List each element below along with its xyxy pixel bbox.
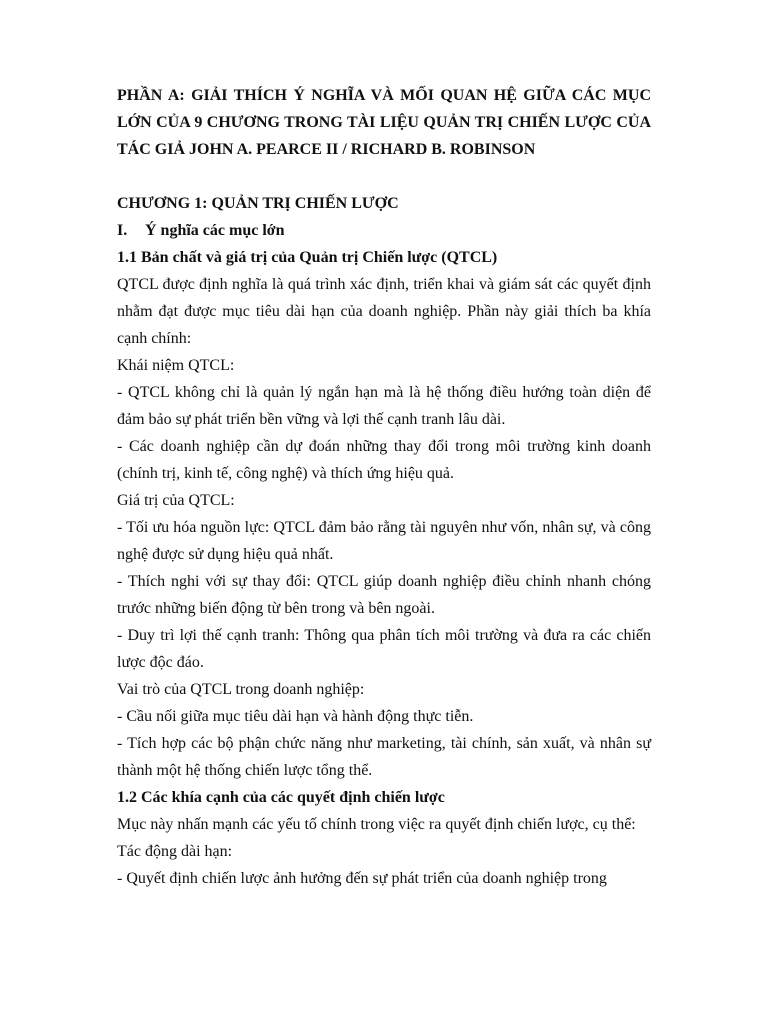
value-item-3: - Duy trì lợi thế cạnh tranh: Thông qua phân tích môi trường và đưa ra các chiến lược độc đáo. [117, 627, 651, 671]
label-concept: Khái niệm QTCL: [117, 357, 235, 374]
chapter-heading: CHƯƠNG 1: QUẢN TRỊ CHIẾN LƯỢC [117, 195, 399, 212]
section-title: Ý nghĩa các mục lớn [145, 222, 285, 239]
value-item-1: - Tối ưu hóa nguồn lực: QTCL đảm bảo rằng tài nguyên như vốn, nhân sự, và công nghệ được sử dụng hiệu quả nhất. [117, 519, 651, 563]
section-number: I. [117, 222, 128, 239]
long-term-item-1: - Quyết định chiến lược ảnh hưởng đến sự phát triển của doanh nghiệp trong [117, 870, 607, 887]
role-item-1: - Cầu nối giữa mục tiêu dài hạn và hành động thực tiễn. [117, 708, 474, 725]
concept-item-2: - Các doanh nghiệp cần dự đoán những thay đổi trong môi trường kinh doanh (chính trị, kinh tế, công nghệ) và thích ứng hiệu quả. [117, 438, 651, 482]
document-title: PHẦN A: GIẢI THÍCH Ý NGHĨA VÀ MỐI QUAN HỆ GIỮA CÁC MỤC LỚN CỦA 9 CHƯƠNG TRONG TÀI LIỆU QUẢN TRỊ CHIẾN LƯỢC CỦA TÁC GIẢ JOHN A. PEARCE II / RICHARD B. ROBINSON [117, 87, 651, 158]
blank-line [117, 163, 651, 190]
document-page [117, 82, 651, 892]
section-heading [117, 217, 651, 244]
concept-item-1: - QTCL không chỉ là quản lý ngắn hạn mà là hệ thống điều hướng toàn diện để đảm bảo sự phát triển bền vững và lợi thế cạnh tranh lâu dài. [117, 384, 651, 428]
paragraph-1-2-intro: Mục này nhấn mạnh các yếu tố chính trong việc ra quyết định chiến lược, cụ thể: [117, 816, 636, 833]
subsection-heading-1-1: 1.1 Bản chất và giá trị của Quản trị Chiến lược (QTCL) [117, 249, 498, 266]
value-item-2: - Thích nghi với sự thay đổi: QTCL giúp doanh nghiệp điều chỉnh nhanh chóng trước những biến động từ bên trong và bên ngoài. [117, 573, 651, 617]
label-value: Giá trị của QTCL: [117, 492, 235, 509]
paragraph-1-1-intro: QTCL được định nghĩa là quá trình xác định, triển khai và giám sát các quyết định nhằm đạt được mục tiêu dài hạn của doanh nghiệp. Phần này giải thích ba khía cạnh chính: [117, 276, 651, 347]
label-long-term: Tác động dài hạn: [117, 843, 233, 860]
label-role: Vai trò của QTCL trong doanh nghiệp: [117, 681, 365, 698]
subsection-heading-1-2: 1.2 Các khía cạnh của các quyết định chiến lược [117, 789, 445, 806]
role-item-2: - Tích hợp các bộ phận chức năng như marketing, tài chính, sản xuất, và nhân sự thành một hệ thống chiến lược tổng thể. [117, 735, 651, 779]
